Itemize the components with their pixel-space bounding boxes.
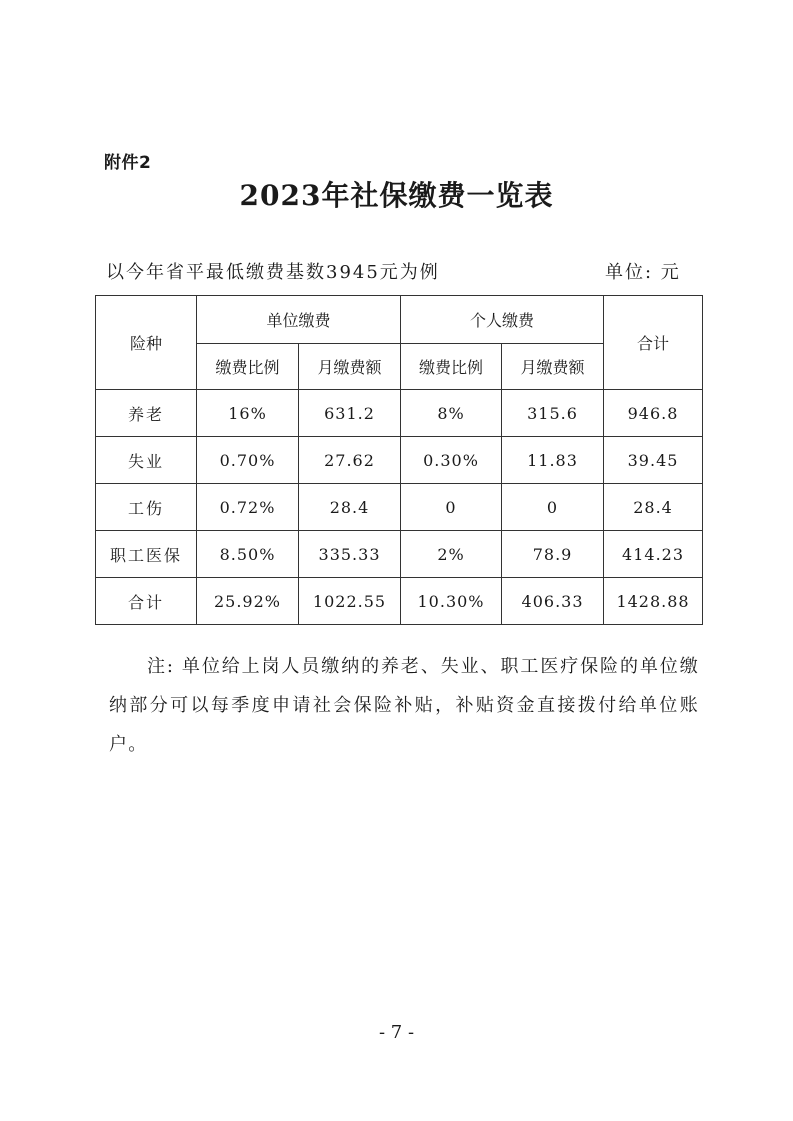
social-insurance-fee-table [95, 295, 703, 625]
header-unit-payment: 单位缴费 [197, 296, 401, 344]
cell-insurance-name: 养老 [96, 390, 197, 437]
table-row [96, 390, 703, 437]
cell-unit-rate: 25.92% [197, 578, 299, 625]
cell-unit-rate: 8.50% [197, 531, 299, 578]
cell-personal-rate: 0 [401, 484, 502, 531]
page-number: - 7 - [378, 1022, 415, 1043]
table-row [96, 484, 703, 531]
table-row [96, 531, 703, 578]
header-total: 合计 [604, 296, 703, 390]
header-insurance-type: 险种 [96, 296, 197, 390]
cell-insurance-name: 合计 [96, 578, 197, 625]
cell-unit-amount: 1022.55 [299, 578, 401, 625]
cell-unit-rate: 0.72% [197, 484, 299, 531]
table-header-row [96, 296, 703, 344]
header-personal-payment: 个人缴费 [401, 296, 604, 344]
cell-total: 39.45 [604, 437, 703, 484]
table-row [96, 437, 703, 484]
cell-unit-amount: 631.2 [299, 390, 401, 437]
cell-personal-amount: 78.9 [502, 531, 604, 578]
cell-insurance-name: 工伤 [96, 484, 197, 531]
cell-personal-amount: 315.6 [502, 390, 604, 437]
subheader-unit-rate: 缴费比例 [197, 344, 299, 390]
cell-insurance-name: 职工医保 [96, 531, 197, 578]
cell-unit-rate: 16% [197, 390, 299, 437]
cell-total: 1428.88 [604, 578, 703, 625]
table-footnote: 注: 单位给上岗人员缴纳的养老、失业、职工医疗保险的单位缴纳部分可以每季度申请社会保险补贴，补贴资金直接拨付给单位账户。 [109, 656, 699, 755]
cell-unit-amount: 335.33 [299, 531, 401, 578]
cell-personal-amount: 0 [502, 484, 604, 531]
subheader-personal-rate: 缴费比例 [401, 344, 502, 390]
cell-personal-rate: 0.30% [401, 437, 502, 484]
unit-label: 单位: 元 [605, 262, 681, 283]
cell-unit-amount: 28.4 [299, 484, 401, 531]
cell-insurance-name: 失业 [96, 437, 197, 484]
table-row-total [96, 578, 703, 625]
cell-unit-rate: 0.70% [197, 437, 299, 484]
subheader-unit-amount: 月缴费额 [299, 344, 401, 390]
cell-total: 28.4 [604, 484, 703, 531]
cell-personal-rate: 10.30% [401, 578, 502, 625]
cell-personal-amount: 406.33 [502, 578, 604, 625]
cell-unit-amount: 27.62 [299, 437, 401, 484]
table-subtitle: 以今年省平最低缴费基数3945元为例 [106, 262, 440, 283]
attachment-label: 附件2 [104, 153, 152, 173]
cell-personal-rate: 2% [401, 531, 502, 578]
cell-total: 946.8 [604, 390, 703, 437]
document-title: 2023年社保缴费一览表 [239, 179, 554, 212]
subheader-personal-amount: 月缴费额 [502, 344, 604, 390]
cell-personal-rate: 8% [401, 390, 502, 437]
cell-personal-amount: 11.83 [502, 437, 604, 484]
cell-total: 414.23 [604, 531, 703, 578]
